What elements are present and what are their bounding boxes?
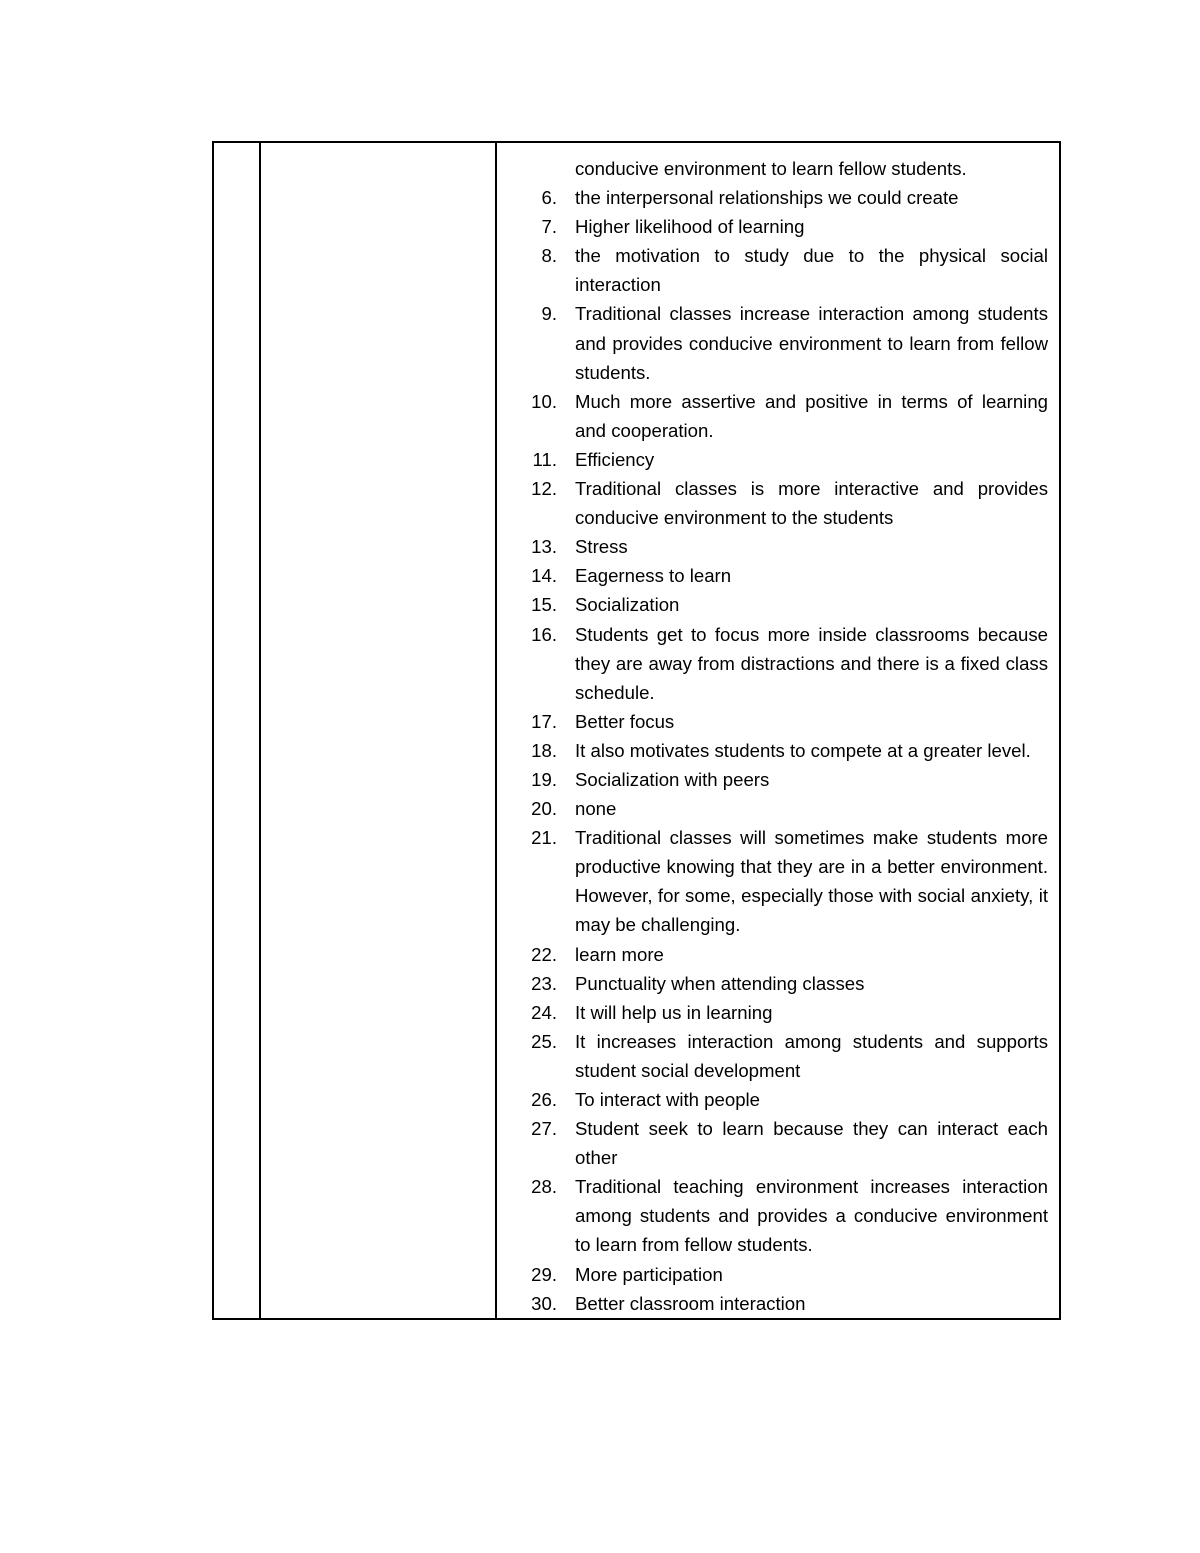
list-item-number: 6. bbox=[541, 187, 557, 209]
list-item-text: Eagerness to learn bbox=[575, 565, 732, 587]
list-item-number: 12. bbox=[531, 478, 557, 500]
list-item-number: 16. bbox=[531, 623, 557, 645]
response-list bbox=[497, 183, 1048, 1318]
list-item-text: It increases interaction among students and supports student social development bbox=[575, 1030, 1048, 1081]
list-item bbox=[497, 561, 1048, 590]
list-item-number: 30. bbox=[531, 1292, 557, 1314]
list-item-text: none bbox=[575, 798, 617, 820]
list-item-text: Traditional classes is more interactive and provides conducive environment to the students bbox=[575, 478, 1048, 529]
list-item bbox=[497, 299, 1048, 386]
list-item-number: 23. bbox=[531, 972, 557, 994]
list-item-number: 9. bbox=[541, 303, 557, 325]
list-item bbox=[497, 998, 1048, 1027]
list-item bbox=[497, 183, 1048, 212]
list-item-number: 10. bbox=[531, 390, 557, 412]
number-cell bbox=[213, 142, 260, 1319]
list-item-number: 22. bbox=[531, 943, 557, 965]
list-item-text: Efficiency bbox=[575, 448, 655, 470]
list-item bbox=[497, 1085, 1048, 1114]
list-item-text: Socialization bbox=[575, 594, 680, 616]
responses-cell bbox=[496, 142, 1060, 1319]
list-item-text: Students get to focus more inside classrooms because they are away from distractions and there is a fixed class schedule. bbox=[575, 623, 1048, 703]
list-item-text: Traditional classes increase interaction among students and provides conducive environment to learn from fellow students. bbox=[575, 303, 1048, 383]
list-item bbox=[497, 241, 1048, 299]
list-item-text: Better focus bbox=[575, 710, 675, 732]
list-item-text: Punctuality when attending classes bbox=[575, 972, 865, 994]
list-item-number: 19. bbox=[531, 768, 557, 790]
list-item bbox=[497, 794, 1048, 823]
list-item-text: learn more bbox=[575, 943, 664, 965]
list-item bbox=[497, 1172, 1048, 1259]
list-item-text: Stress bbox=[575, 536, 628, 558]
list-item-number: 24. bbox=[531, 1001, 557, 1023]
list-item bbox=[497, 1027, 1048, 1085]
list-item-number: 21. bbox=[531, 827, 557, 849]
list-item-number: 25. bbox=[531, 1030, 557, 1052]
list-item-text: Traditional teaching environment increases interaction among students and provides a conducive environment to learn from fellow students. bbox=[575, 1176, 1048, 1256]
list-item-number: 18. bbox=[531, 739, 557, 761]
list-item-text: Much more assertive and positive in terms of learning and cooperation. bbox=[575, 390, 1048, 441]
table-row bbox=[213, 142, 1060, 1319]
list-item bbox=[497, 940, 1048, 969]
list-item-text: It will help us in learning bbox=[575, 1001, 773, 1023]
list-item bbox=[497, 620, 1048, 707]
list-item-text: Better classroom interaction bbox=[575, 1292, 806, 1314]
continuation-text: conducive environment to learn fellow students. bbox=[575, 158, 967, 179]
list-item-continuation bbox=[497, 154, 1048, 183]
list-item bbox=[497, 736, 1048, 765]
list-item-text: Student seek to learn because they can interact each other bbox=[575, 1118, 1048, 1169]
list-item bbox=[497, 474, 1048, 532]
list-item-number: 14. bbox=[531, 565, 557, 587]
list-item bbox=[497, 823, 1048, 939]
list-item-text: More participation bbox=[575, 1263, 723, 1285]
list-item-text: To interact with people bbox=[575, 1089, 761, 1110]
list-item bbox=[497, 387, 1048, 445]
list-item-text: Higher likelihood of learning bbox=[575, 216, 805, 238]
list-item bbox=[497, 969, 1048, 998]
list-item-number: 27. bbox=[531, 1118, 557, 1140]
list-item bbox=[497, 1114, 1048, 1172]
list-item-number: 28. bbox=[531, 1176, 557, 1198]
list-item-text: Socialization with peers bbox=[575, 768, 770, 790]
list-item-text: Traditional classes will sometimes make students more productive knowing that they are in a better environment. However, for some, especially those with social anxiety, it may be challenging. bbox=[575, 827, 1048, 936]
list-item-number: 17. bbox=[531, 710, 557, 732]
list-item bbox=[497, 445, 1048, 474]
question-cell bbox=[260, 142, 496, 1319]
list-item bbox=[497, 765, 1048, 794]
list-item-text: It also motivates students to compete at a greater level. bbox=[575, 739, 1031, 761]
list-item-number: 29. bbox=[531, 1263, 557, 1285]
list-item bbox=[497, 1260, 1048, 1289]
list-item bbox=[497, 590, 1048, 619]
list-item bbox=[497, 532, 1048, 561]
list-item-number: 20. bbox=[531, 798, 557, 820]
list-item-text: the interpersonal relationships we could create bbox=[575, 187, 959, 209]
list-item bbox=[497, 212, 1048, 241]
list-item-number: 7. bbox=[541, 216, 557, 238]
list-item bbox=[497, 1289, 1048, 1318]
list-item-number: 13. bbox=[531, 536, 557, 558]
list-item-number: 8. bbox=[541, 245, 557, 267]
list-item-number: 26. bbox=[531, 1089, 557, 1110]
list-item-number: 15. bbox=[531, 594, 557, 616]
responses-table bbox=[212, 141, 1061, 1320]
list-item-text: the motivation to study due to the physical social interaction bbox=[575, 245, 1048, 296]
list-item-number: 11. bbox=[532, 448, 557, 470]
list-item bbox=[497, 707, 1048, 736]
